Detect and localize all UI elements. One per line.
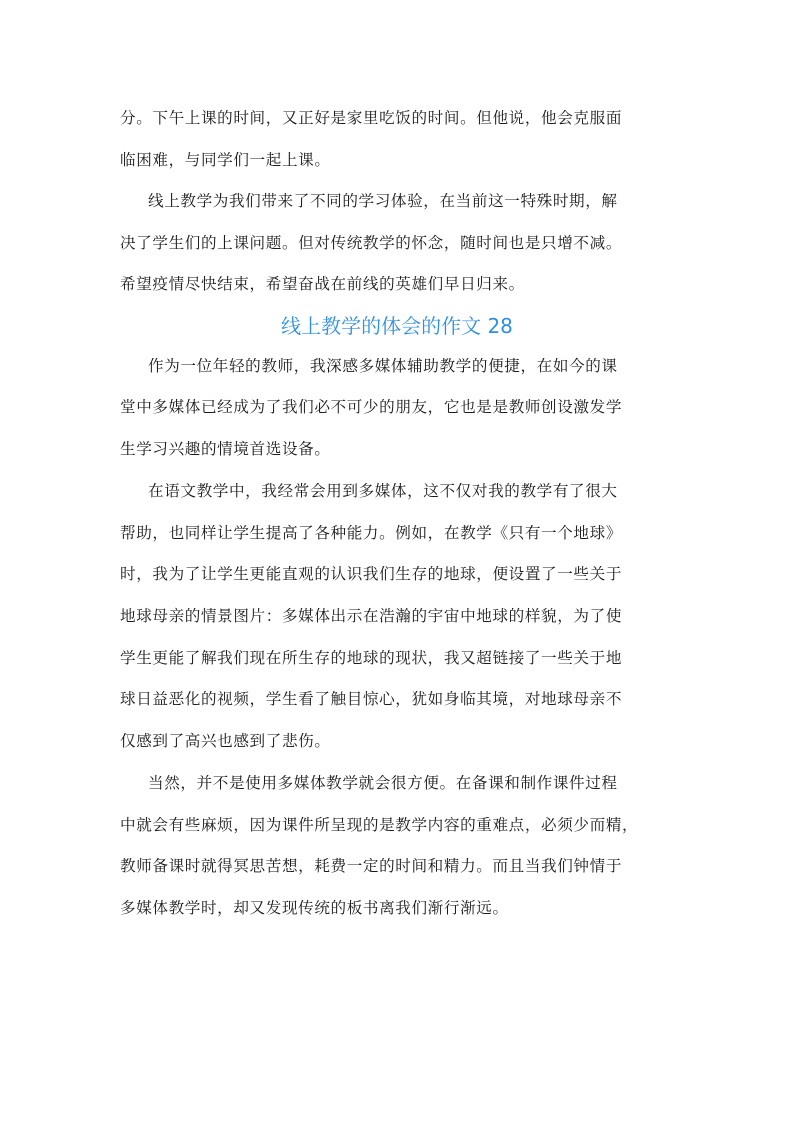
paragraph-line: 线上教学为我们带来了不同的学习体验，在当前这一特殊时期，解 <box>148 192 618 210</box>
paragraph-line: 堂中多媒体已经成为了我们必不可少的朋友，它也是是教师创设激发学 <box>120 398 623 416</box>
paragraph-line: 决了学生们的上课问题。但对传统教学的怀念，随时间也是只增不减。 <box>120 234 623 252</box>
paragraph-line: 临困难，与同学们一起上课。 <box>120 151 331 169</box>
paragraph-line: 地球母亲的情景图片：多媒体出示在浩瀚的宇宙中地球的样貌，为了使 <box>120 607 623 625</box>
paragraph-line: 帮助，也同样让学生提高了各种能力。例如，在教学《只有一个地球》 <box>120 524 623 542</box>
paragraph-line: 希望疫情尽快结束，希望奋战在前线的英雄们早日归来。 <box>120 275 525 293</box>
paragraph-line: 当然，并不是使用多媒体教学就会很方便。在备课和制作课件过程 <box>148 774 618 792</box>
paragraph-line: 生学习兴趣的情境首选设备。 <box>120 440 331 458</box>
paragraph-line: 中就会有些麻烦，因为课件所呈现的是教学内容的重难点，必须少而精， <box>120 816 639 834</box>
section-heading: 线上教学的体会的作文 28 <box>281 314 513 338</box>
paragraph-line: 在语文教学中，我经常会用到多媒体，这不仅对我的教学有了很大 <box>148 482 618 500</box>
paragraph-line: 多媒体教学时，却又发现传统的板书离我们渐行渐远。 <box>120 899 509 917</box>
paragraph-line: 学生更能了解我们现在所生存的地球的现状，我又超链接了一些关于地 <box>120 649 623 667</box>
paragraph-line: 分。下午上课的时间，又正好是家里吃饭的时间。但他说，他会克服面 <box>120 109 623 127</box>
paragraph-line: 球日益恶化的视频，学生看了触目惊心，犹如身临其境，对地球母亲不 <box>120 690 623 708</box>
paragraph-line: 时，我为了让学生更能直观的认识我们生存的地球，便设置了一些关于 <box>120 565 623 583</box>
paragraph-line: 仅感到了高兴也感到了悲伤。 <box>120 732 331 750</box>
paragraph-line: 作为一位年轻的教师，我深感多媒体辅助教学的便捷，在如今的课 <box>148 357 618 375</box>
paragraph-line: 教师备课时就得冥思苦想，耗费一定的时间和精力。而且当我们钟情于 <box>120 857 623 875</box>
